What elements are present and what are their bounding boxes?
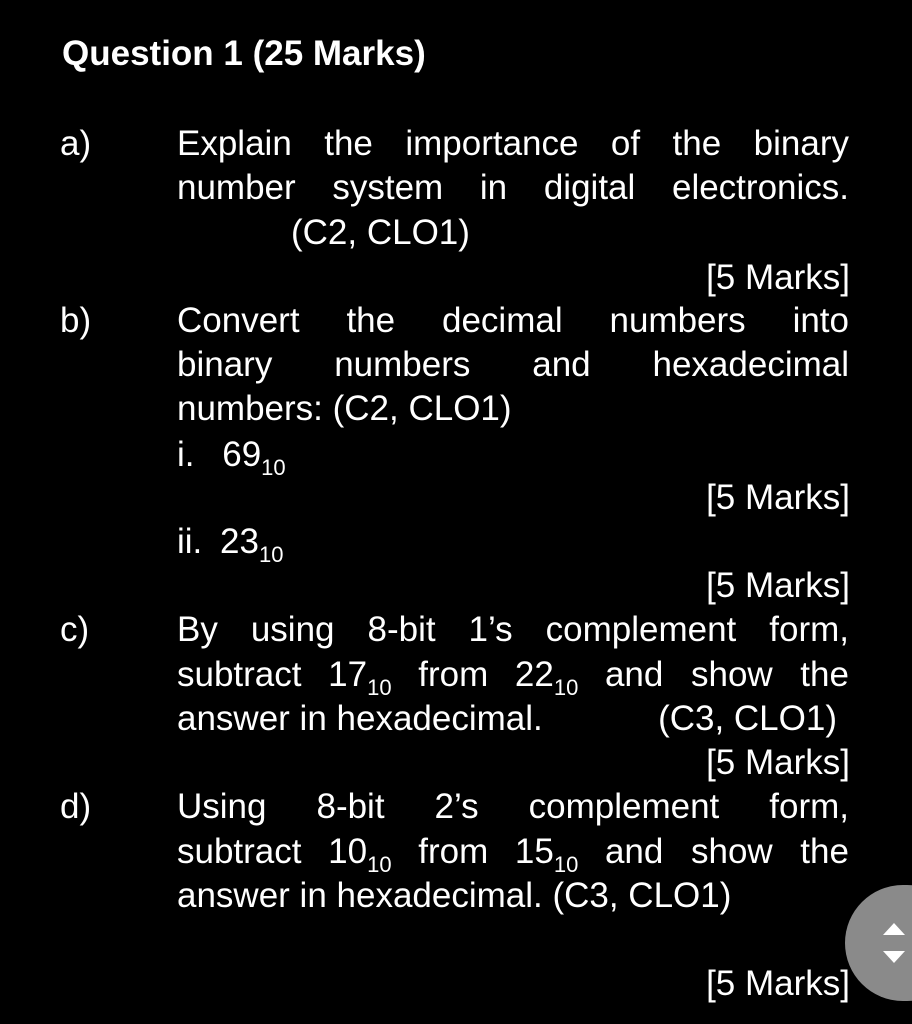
part-c-n2: 22 xyxy=(514,655,554,694)
part-a-line-1: Explain the importance of the binary xyxy=(177,124,849,163)
part-c-line-2 xyxy=(177,653,849,700)
item-ii-label: ii. xyxy=(177,522,203,561)
part-a-label: a) xyxy=(60,124,92,163)
up-arrow-icon xyxy=(883,923,905,935)
part-c-subtract: subtract xyxy=(177,655,302,694)
item-ii-value: 23 xyxy=(220,522,259,561)
down-arrow-icon xyxy=(883,951,905,963)
part-b-line-1: Convert the decimal numbers into xyxy=(177,301,849,340)
part-d-from: from xyxy=(418,832,489,871)
item-ii-base: 10 xyxy=(258,542,284,567)
part-d-line-3: answer in hexadecimal. (C3, CLO1) xyxy=(177,876,732,915)
part-c-n1: 17 xyxy=(328,655,368,694)
part-d-operand-1 xyxy=(328,830,392,877)
item-i-base: 10 xyxy=(261,455,286,480)
part-d-operand-2 xyxy=(514,830,579,877)
part-b-line-2: binary numbers and hexadecimal xyxy=(177,345,849,384)
part-b-item-ii xyxy=(177,520,849,567)
part-d-b2: 10 xyxy=(553,852,579,877)
question-title: Question 1 (25 Marks) xyxy=(62,34,426,73)
part-d-show: and show the xyxy=(604,832,849,871)
part-d-line-1: Using 8-bit 2’s complement form, xyxy=(177,787,849,826)
part-c-b2: 10 xyxy=(553,675,579,700)
part-c-clo: (C3, CLO1) xyxy=(658,699,837,738)
part-a-line-2: number system in digital electronics. xyxy=(177,168,849,207)
part-d-label: d) xyxy=(60,787,92,826)
part-c-tail xyxy=(605,653,849,697)
part-c-from: from xyxy=(418,655,489,694)
part-d-n1: 10 xyxy=(328,832,368,871)
part-d-b1: 10 xyxy=(367,852,392,877)
part-d-tail xyxy=(605,830,849,874)
part-a-marks: [5 Marks] xyxy=(706,258,850,297)
scroll-control-button[interactable] xyxy=(845,885,912,1001)
part-d-line-2 xyxy=(177,830,849,877)
part-b-ii-marks: [5 Marks] xyxy=(706,566,850,605)
part-b-line-3: numbers: (C2, CLO1) xyxy=(177,389,512,428)
part-d-n2: 15 xyxy=(514,832,554,871)
part-c-marks: [5 Marks] xyxy=(706,743,850,782)
part-c-show: and show the xyxy=(604,655,849,694)
part-b-item-i xyxy=(177,433,849,480)
part-d-subtract: subtract xyxy=(177,832,302,871)
part-c-line-1: By using 8-bit 1’s complement form, xyxy=(177,610,849,649)
part-b-i-marks: [5 Marks] xyxy=(706,478,850,517)
part-d-marks: [5 Marks] xyxy=(706,964,850,1003)
part-c-operand-1 xyxy=(328,653,392,700)
item-i-value: 69 xyxy=(222,435,262,474)
part-b-label: b) xyxy=(60,301,92,340)
part-c-operand-2 xyxy=(514,653,579,700)
part-c-line-3 xyxy=(177,697,837,741)
part-c-b1: 10 xyxy=(367,675,392,700)
item-i-label: i. xyxy=(177,435,195,474)
part-c-hex: answer in hexadecimal. xyxy=(177,699,543,738)
part-c-label: c) xyxy=(60,610,90,649)
part-a-line-3: (C2, CLO1) xyxy=(291,213,470,252)
